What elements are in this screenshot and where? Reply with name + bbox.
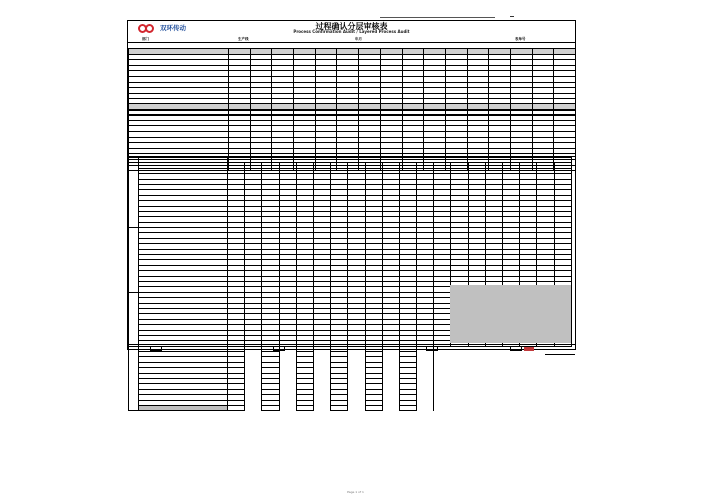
check-cell[interactable] xyxy=(262,405,279,410)
check-cell[interactable] xyxy=(228,405,245,410)
check-cell[interactable] xyxy=(485,405,502,410)
section-label xyxy=(129,228,139,293)
form-number-label: 表单号 xyxy=(515,37,526,41)
check-cell[interactable] xyxy=(468,405,485,410)
legend-nok xyxy=(510,346,534,351)
top-signature-line xyxy=(380,17,495,18)
ok-checkbox[interactable] xyxy=(150,346,162,351)
legend-na xyxy=(273,346,286,351)
audit-form-sheet xyxy=(127,20,576,350)
check-cell[interactable] xyxy=(451,405,468,410)
check-cell[interactable] xyxy=(331,405,348,410)
check-cell[interactable] xyxy=(279,405,296,410)
nok-red-badge xyxy=(524,347,534,351)
check-cell[interactable] xyxy=(348,405,365,410)
blank-checkbox[interactable] xyxy=(426,346,438,351)
form-title-en: Process Confirmation Audit / Layered Process Audit xyxy=(293,29,410,34)
legend-blank xyxy=(426,346,439,351)
bottom-right-line xyxy=(545,354,575,355)
check-cell[interactable] xyxy=(399,405,416,410)
check-cell[interactable] xyxy=(537,405,554,410)
logo-brand-text: 双环传动 xyxy=(160,24,186,32)
check-cell[interactable] xyxy=(382,405,399,410)
check-cell[interactable] xyxy=(520,405,537,410)
footer-divider xyxy=(128,344,575,345)
legend-ok xyxy=(150,346,163,351)
check-cell[interactable] xyxy=(417,405,434,410)
nok-checkbox[interactable] xyxy=(510,346,522,351)
check-cell[interactable] xyxy=(313,405,330,410)
check-cell[interactable] xyxy=(554,405,571,410)
table-row xyxy=(129,405,572,410)
check-cell[interactable] xyxy=(296,405,313,410)
check-cell[interactable] xyxy=(503,405,520,410)
form-title-cn: 过程确认分层审核表 xyxy=(315,22,388,31)
check-cell[interactable] xyxy=(365,405,382,410)
na-checkbox[interactable] xyxy=(273,346,285,351)
header-divider xyxy=(128,42,575,43)
remarks-shaded-area xyxy=(450,285,571,343)
department-label: 部门 xyxy=(142,37,149,41)
line-label: 生产线 xyxy=(238,37,249,41)
month-label: 年月 xyxy=(355,37,362,41)
check-cell[interactable] xyxy=(245,405,262,410)
section-label xyxy=(129,163,139,228)
check-cell[interactable] xyxy=(434,405,451,410)
section-label xyxy=(129,346,139,411)
audit-item xyxy=(139,405,228,410)
section-label xyxy=(129,292,139,346)
top-dash xyxy=(510,16,514,17)
page-number: Page 1 of 1 xyxy=(347,490,364,494)
